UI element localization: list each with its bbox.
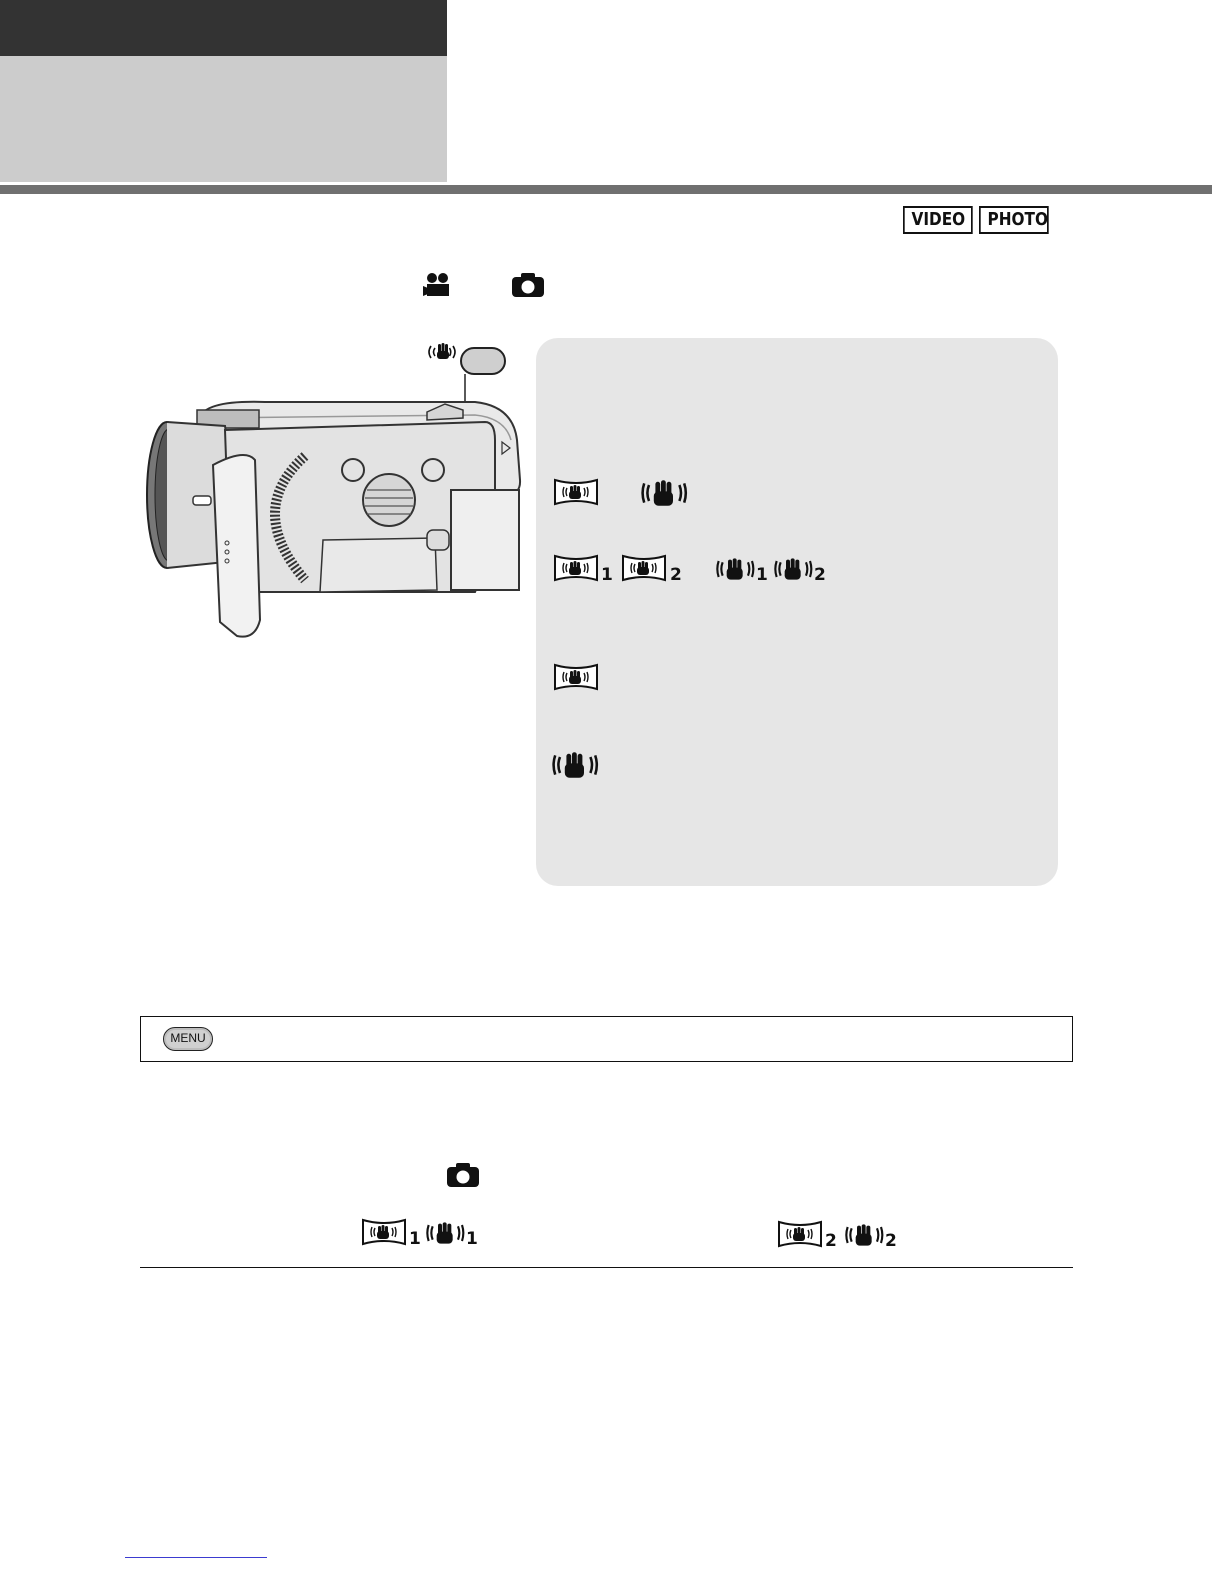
subscript-2: 2 (670, 565, 682, 585)
mode-badges (903, 206, 1061, 234)
subscript-2: 2 (814, 565, 826, 585)
subscript-2: 2 (825, 1231, 837, 1251)
ois-wide-2-icon (777, 1220, 823, 1248)
ois-wide-1-icon (553, 554, 599, 582)
ois-wide-icon (553, 663, 599, 691)
info-panel (536, 338, 1058, 886)
footer-link-underline[interactable] (125, 1557, 267, 1558)
camcorder-illustration (145, 330, 525, 650)
menu-button-icon: MENU (163, 1027, 213, 1051)
video-mode-badge: VIDEO (903, 206, 973, 234)
section-title-block (0, 56, 447, 182)
movie-camera-icon (423, 272, 453, 298)
ois-wide-2-icon (621, 554, 667, 582)
ois-2-icon (845, 1222, 885, 1248)
subscript-2: 2 (885, 1231, 897, 1251)
photo-mode-badge: PHOTO (979, 206, 1049, 234)
ois-wide-icon (553, 478, 599, 506)
ois-1-icon (716, 556, 756, 582)
chapter-header-bar (0, 0, 447, 56)
subscript-1: 1 (756, 565, 768, 585)
ois-icon (641, 478, 689, 508)
subscript-1: 1 (409, 1229, 421, 1249)
ois-icon (552, 750, 600, 780)
subscript-1: 1 (601, 565, 613, 585)
camera-icon (511, 272, 545, 298)
ois-wide-1-icon (361, 1218, 407, 1246)
image-stabilizer-icon (429, 343, 455, 359)
section-rule (140, 1267, 1073, 1268)
header-rule (0, 185, 1212, 194)
camera-icon (446, 1162, 480, 1188)
menu-instruction-box (140, 1016, 1073, 1062)
ois-1-icon (426, 1220, 466, 1246)
ois-2-icon (774, 556, 814, 582)
subscript-1: 1 (466, 1229, 478, 1249)
